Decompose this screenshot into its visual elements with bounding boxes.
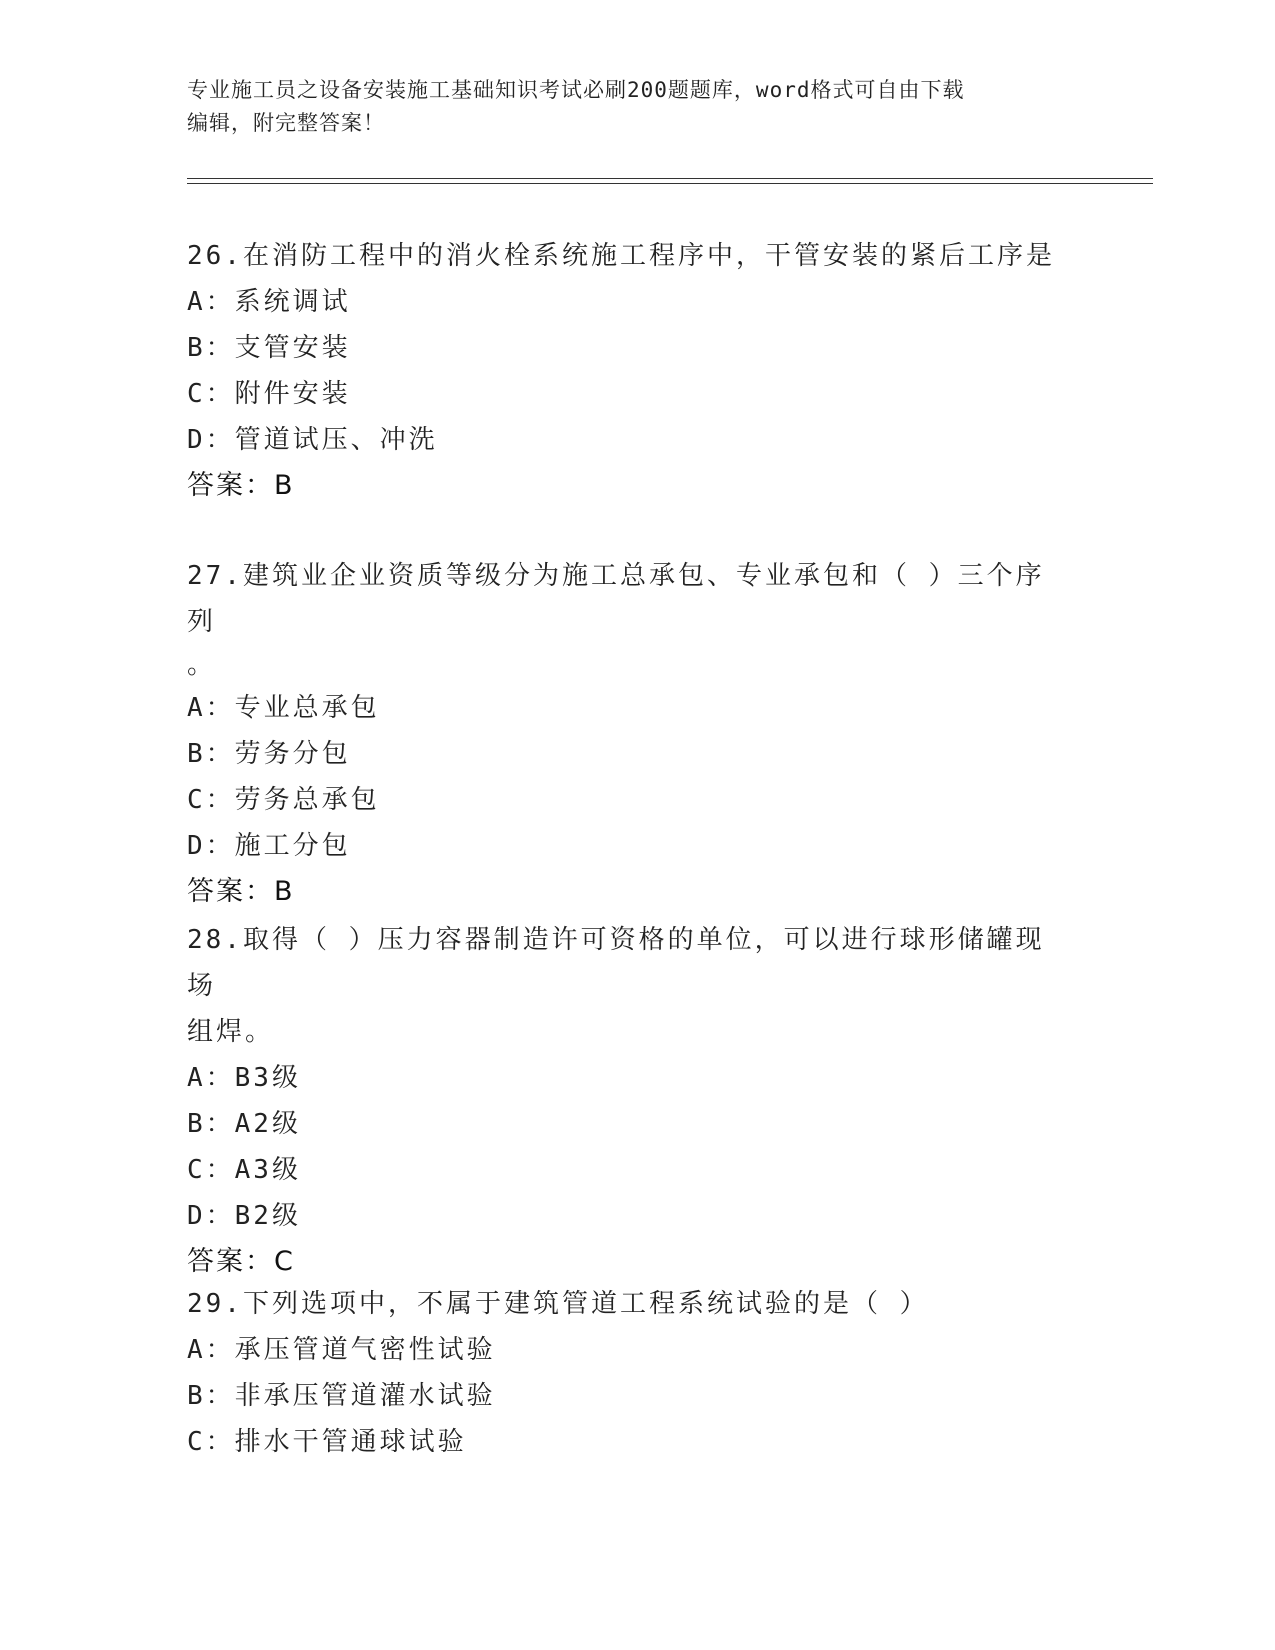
- option-a: A：系统调试: [187, 287, 351, 317]
- header-line-2: 编辑，附完整答案！: [187, 111, 385, 135]
- question-stem-line-2: 。: [187, 650, 217, 680]
- question-26: [187, 233, 1067, 509]
- question-stem-line-2: 组焊。: [187, 1017, 275, 1047]
- document-header: [187, 74, 1067, 140]
- option-d: D：B2级: [187, 1201, 301, 1231]
- option-d: D：施工分包: [187, 831, 351, 861]
- answer: 答案：B: [187, 470, 295, 501]
- question-stem-line-1: 28.取得（ ）压力容器制造许可资格的单位，可以进行球形储罐现场: [187, 925, 1045, 1001]
- option-a: A：专业总承包: [187, 693, 380, 723]
- option-a: A：B3级: [187, 1063, 301, 1093]
- option-c: C：A3级: [187, 1155, 301, 1185]
- answer: 答案：C: [187, 1246, 295, 1277]
- header-divider-bottom: [187, 183, 1153, 184]
- option-a: A：承压管道气密性试验: [187, 1335, 496, 1365]
- option-b: B：劳务分包: [187, 739, 351, 769]
- question-28: [187, 917, 1067, 1285]
- option-b: B：非承压管道灌水试验: [187, 1381, 496, 1411]
- question-29: [187, 1281, 1067, 1465]
- option-c: C：排水干管通球试验: [187, 1427, 467, 1457]
- question-stem-line-1: 27.建筑业企业资质等级分为施工总承包、专业承包和（ ）三个序列: [187, 561, 1045, 637]
- question-stem: 26.在消防工程中的消火栓系统施工程序中，干管安装的紧后工序是: [187, 241, 1055, 271]
- answer: 答案：B: [187, 876, 295, 907]
- option-b: B：支管安装: [187, 333, 351, 363]
- option-d: D：管道试压、冲洗: [187, 425, 438, 455]
- question-stem: 29.下列选项中，不属于建筑管道工程系统试验的是（ ）: [187, 1289, 929, 1319]
- header-divider-top: [187, 178, 1153, 179]
- option-b: B：A2级: [187, 1109, 301, 1139]
- option-c: C：附件安装: [187, 379, 351, 409]
- question-27: [187, 553, 1067, 915]
- header-line-1: 专业施工员之设备安装施工基础知识考试必刷200题题库，word格式可自由下载: [187, 78, 965, 102]
- option-c: C：劳务总承包: [187, 785, 380, 815]
